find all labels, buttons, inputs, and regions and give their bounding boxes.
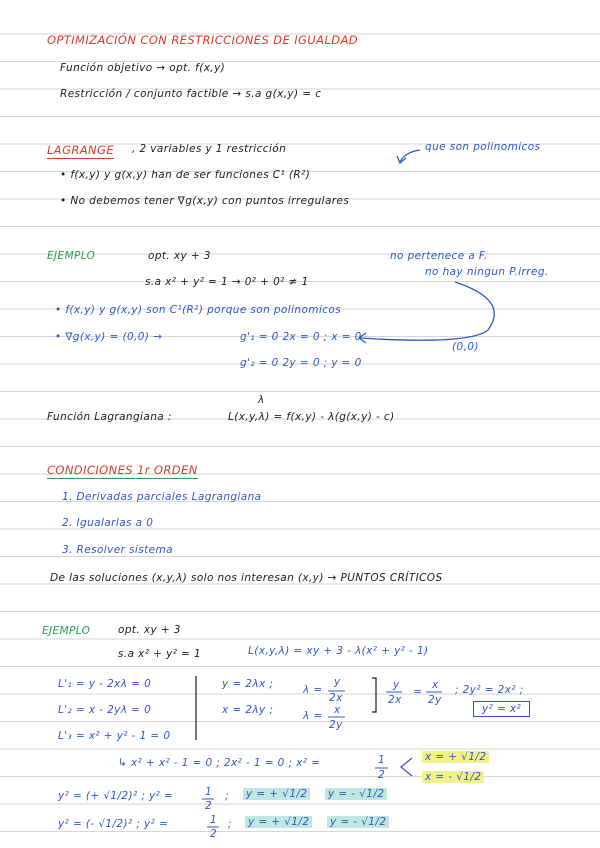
x-negative-solution: x = - √1/2 bbox=[422, 771, 484, 783]
y-row-2-positive: y = + √1/2 bbox=[245, 816, 312, 828]
example-1-label: EJEMPLO bbox=[47, 250, 96, 262]
y-row-2-frac-numerator: 1 bbox=[210, 814, 218, 826]
boxed-result: y² = x² bbox=[473, 701, 530, 717]
objective-line: Función objetivo → opt. f(x,y) bbox=[60, 62, 226, 74]
system-bracket-right bbox=[372, 678, 376, 712]
note-arrow-icon bbox=[400, 150, 420, 162]
conditions-heading: CONDICIONES 1r ORDEN bbox=[47, 463, 198, 477]
ratio-numerator-1: y bbox=[393, 679, 400, 691]
example-2-label: EJEMPLO bbox=[42, 625, 91, 637]
lagrangian-formula: L(x,y,λ) = f(x,y) - λ(g(x,y) - c) bbox=[228, 411, 395, 423]
example-1-bullet-2: • ∇g(x,y) = (0,0) → bbox=[55, 331, 163, 343]
y-row-1-frac-numerator: 1 bbox=[205, 786, 213, 798]
y-row-1-left: y² = (+ √1/2)² ; y² = bbox=[58, 790, 174, 802]
lambda-1-denominator: 2x bbox=[329, 692, 343, 704]
lambda-2-denominator: 2y bbox=[329, 719, 343, 731]
example-1-note-2: no hay ningun P.irreg. bbox=[425, 266, 549, 278]
lagrangian-label: Función Lagrangiana : bbox=[47, 411, 172, 423]
conditions-step-3: 3. Resolver sistema bbox=[62, 544, 173, 556]
example-1-objective: opt. xy + 3 bbox=[148, 250, 211, 262]
y-row-2-negative: y = - √1/2 bbox=[327, 816, 389, 828]
ratio-denominator-2: 2y bbox=[428, 694, 442, 706]
lambda-annotation: λ bbox=[258, 394, 265, 406]
x-solution-bracket bbox=[401, 758, 412, 776]
lambda-2-label: λ = bbox=[303, 710, 323, 722]
lagrange-heading: LAGRANGE bbox=[47, 143, 115, 157]
lagrange-bullet-1: • f(x,y) y g(x,y) han de ser funciones C¹ (R²) bbox=[60, 169, 311, 181]
example-1-eq-1: g'₁ = 0 2x = 0 ; x = 0 bbox=[240, 331, 362, 343]
y-row-1-sep: ; bbox=[225, 790, 229, 802]
y-row-1-frac-denominator: 2 bbox=[205, 800, 213, 812]
example-1-constraint: s.a x² + y² = 1 → 0² + 0² ≠ 1 bbox=[145, 276, 309, 288]
partial-derivative-1: L'₁ = y - 2xλ = 0 bbox=[58, 678, 152, 690]
example-1-note-1: no pertenece a F. bbox=[390, 250, 488, 262]
lambda-2-numerator: x bbox=[334, 704, 341, 716]
solve-eq-1: y = 2λx ; bbox=[222, 678, 274, 690]
y-row-2-sep: ; bbox=[228, 818, 232, 830]
example-2-objective: opt. xy + 3 bbox=[118, 624, 181, 636]
example-2-lagrangian: L(x,y,λ) = xy + 3 - λ(x² + y² - 1) bbox=[248, 645, 429, 657]
constraint-line: Restricción / conjunto factible → s.a g(x,y) = c bbox=[60, 88, 322, 100]
substitution-frac-numerator: 1 bbox=[378, 754, 386, 766]
y-row-2-left: y² = (- √1/2)² ; y² = bbox=[58, 818, 169, 830]
lambda-1-label: λ = bbox=[303, 684, 323, 696]
example-2-constraint: s.a x² + y² = 1 bbox=[118, 648, 202, 660]
conditions-step-2: 2. Igualarlas a 0 bbox=[62, 517, 154, 529]
x-positive-solution: x = + √1/2 bbox=[422, 751, 489, 763]
example-1-eq-2: g'₂ = 0 2y = 0 ; y = 0 bbox=[240, 357, 362, 369]
y-row-2-frac-denominator: 2 bbox=[210, 828, 218, 840]
example-1-bullet-1: • f(x,y) y g(x,y) son C¹(R²) porque son polinomicos bbox=[55, 304, 342, 316]
conditions-final: De las soluciones (x,y,λ) solo nos interesan (x,y) → PUNTOS CRÍTICOS bbox=[50, 572, 443, 584]
ratio-numerator-2: x bbox=[432, 679, 439, 691]
partial-derivative-3: L'₃ = x² + y² - 1 = 0 bbox=[58, 730, 171, 742]
y-row-1-positive: y = + √1/2 bbox=[243, 788, 310, 800]
ratio-denominator-1: 2x bbox=[388, 694, 402, 706]
ratio-equals: = bbox=[413, 686, 423, 698]
substitution-line: ↳ x² + x² - 1 = 0 ; 2x² - 1 = 0 ; x² = bbox=[118, 757, 321, 769]
substitution-frac-denominator: 2 bbox=[378, 769, 386, 781]
ratio-result: ; 2y² = 2x² ; bbox=[455, 684, 524, 696]
example-1-point: (0,0) bbox=[452, 341, 479, 353]
example-1-curve-arrow-icon bbox=[360, 282, 494, 340]
y-row-1-negative: y = - √1/2 bbox=[325, 788, 387, 800]
lagrange-bullet-2: • No debemos tener ∇g(x,y) con puntos irregulares bbox=[60, 195, 350, 207]
page-title: OPTIMIZACIÓN CON RESTRICCIONES DE IGUALDAD bbox=[47, 33, 358, 47]
lagrange-subheading: , 2 variables y 1 restricción bbox=[132, 143, 287, 155]
partial-derivative-2: L'₂ = x - 2yλ = 0 bbox=[58, 704, 152, 716]
conditions-step-1: 1. Derivadas parciales Lagrangiana bbox=[62, 491, 262, 503]
solve-eq-2: x = 2λy ; bbox=[222, 704, 274, 716]
lambda-1-numerator: y bbox=[334, 676, 341, 688]
lagrange-note: que son polinomicos bbox=[425, 141, 541, 153]
